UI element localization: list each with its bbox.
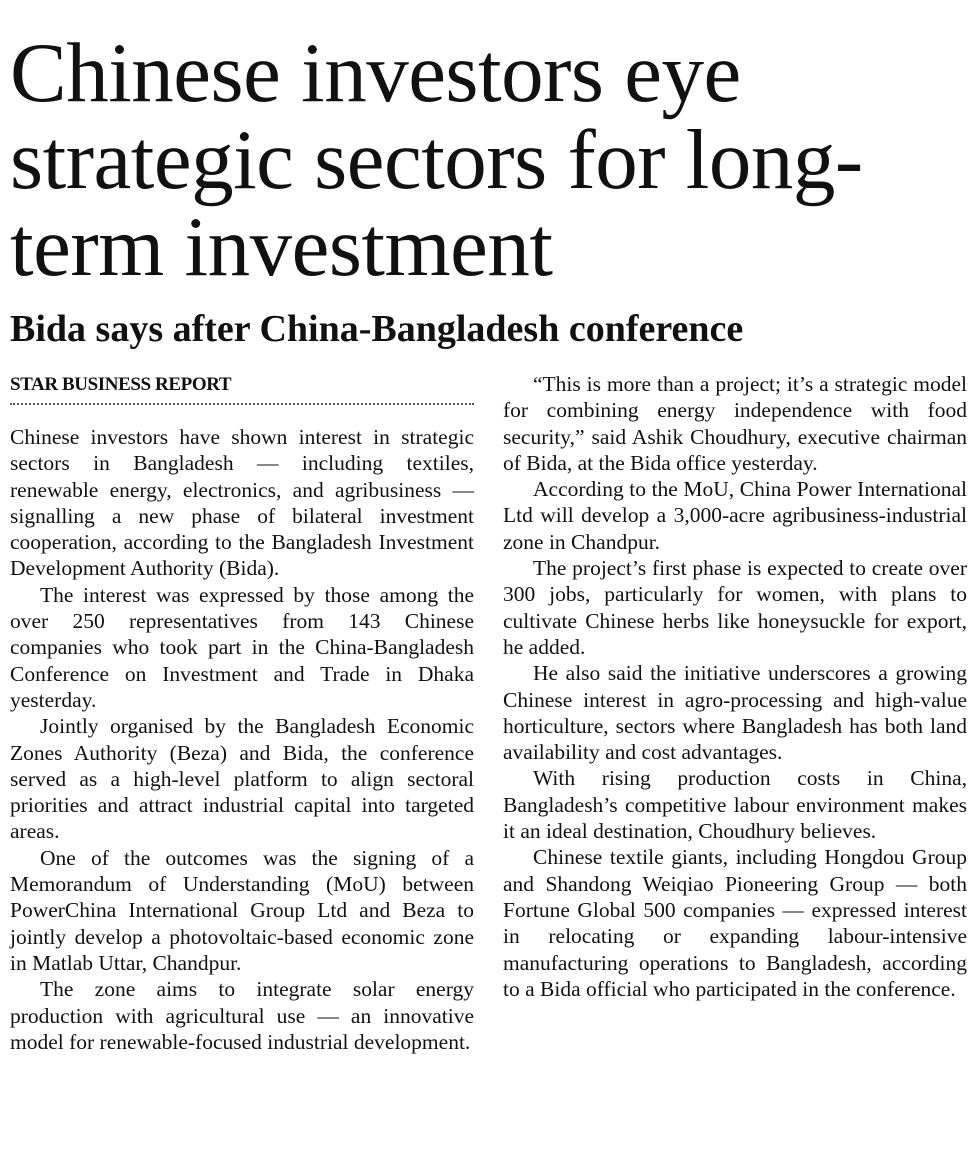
paragraph: With rising production costs in China, Bangladesh’s competitive labour environment makes it an ideal destination, Choudhury believes.: [503, 766, 967, 844]
headline: Chinese investors eye strategic sectors for long-term investment: [10, 26, 863, 294]
subheadline: Bida says after China-Bangladesh conference: [10, 308, 744, 350]
byline: STAR BUSINESS REPORT: [10, 373, 474, 405]
paragraph: The interest was expressed by those among the over 250 representatives from 143 Chinese companies who took part in the China-Bangladesh Conference on Investment and Trade in Dhaka yesterday.: [10, 582, 474, 712]
paragraph: One of the outcomes was the signing of a Memorandum of Understanding (MoU) between PowerChina International Group Ltd and Beza to jointly develop a photovoltaic-based economic zone in Matlab Uttar, Chandpur.: [10, 845, 474, 975]
paragraph: The zone aims to integrate solar energy production with agricultural use — an innovative model for renewable-focused industrial development.: [10, 977, 474, 1054]
paragraph: He also said the initiative underscores a growing Chinese interest in agro-processing and high-value horticulture, sectors where Bangladesh has both land availability and cost advantages.: [503, 661, 967, 765]
paragraph: The project’s first phase is expected to create over 300 jobs, particularly for women, with plans to cultivate Chinese herbs like honeysuckle for export, he added.: [503, 556, 967, 659]
paragraph: “This is more than a project; it’s a strategic model for combining energy independence with food security,” said Ashik Choudhury, executive chairman of Bida, at the Bida office yesterday.: [503, 372, 967, 475]
article-body-right-column: [503, 371, 967, 1002]
paragraph: Chinese investors have shown interest in strategic sectors in Bangladesh — including textiles, renewable energy, electronics, and agribusiness — signalling a new phase of bilateral investment cooperation, according to the Bangladesh Investment Development Authority (Bida).: [10, 425, 474, 581]
paragraph: According to the MoU, China Power International Ltd will develop a 3,000-acre agribusiness-industrial zone in Chandpur.: [503, 477, 967, 554]
paragraph: Chinese textile giants, including Hongdou Group and Shandong Weiqiao Pioneering Group — both Fortune Global 500 companies — expressed interest in relocating or expanding labour-intensive manufacturing operations to Bangladesh, according to a Bida official who participated in the conference.: [503, 845, 967, 1001]
article-body-left-column: [10, 424, 474, 1055]
paragraph: Jointly organised by the Bangladesh Economic Zones Authority (Beza) and Bida, the conference served as a high-level platform to align sectoral priorities and attract industrial capital into targeted areas.: [10, 714, 474, 844]
